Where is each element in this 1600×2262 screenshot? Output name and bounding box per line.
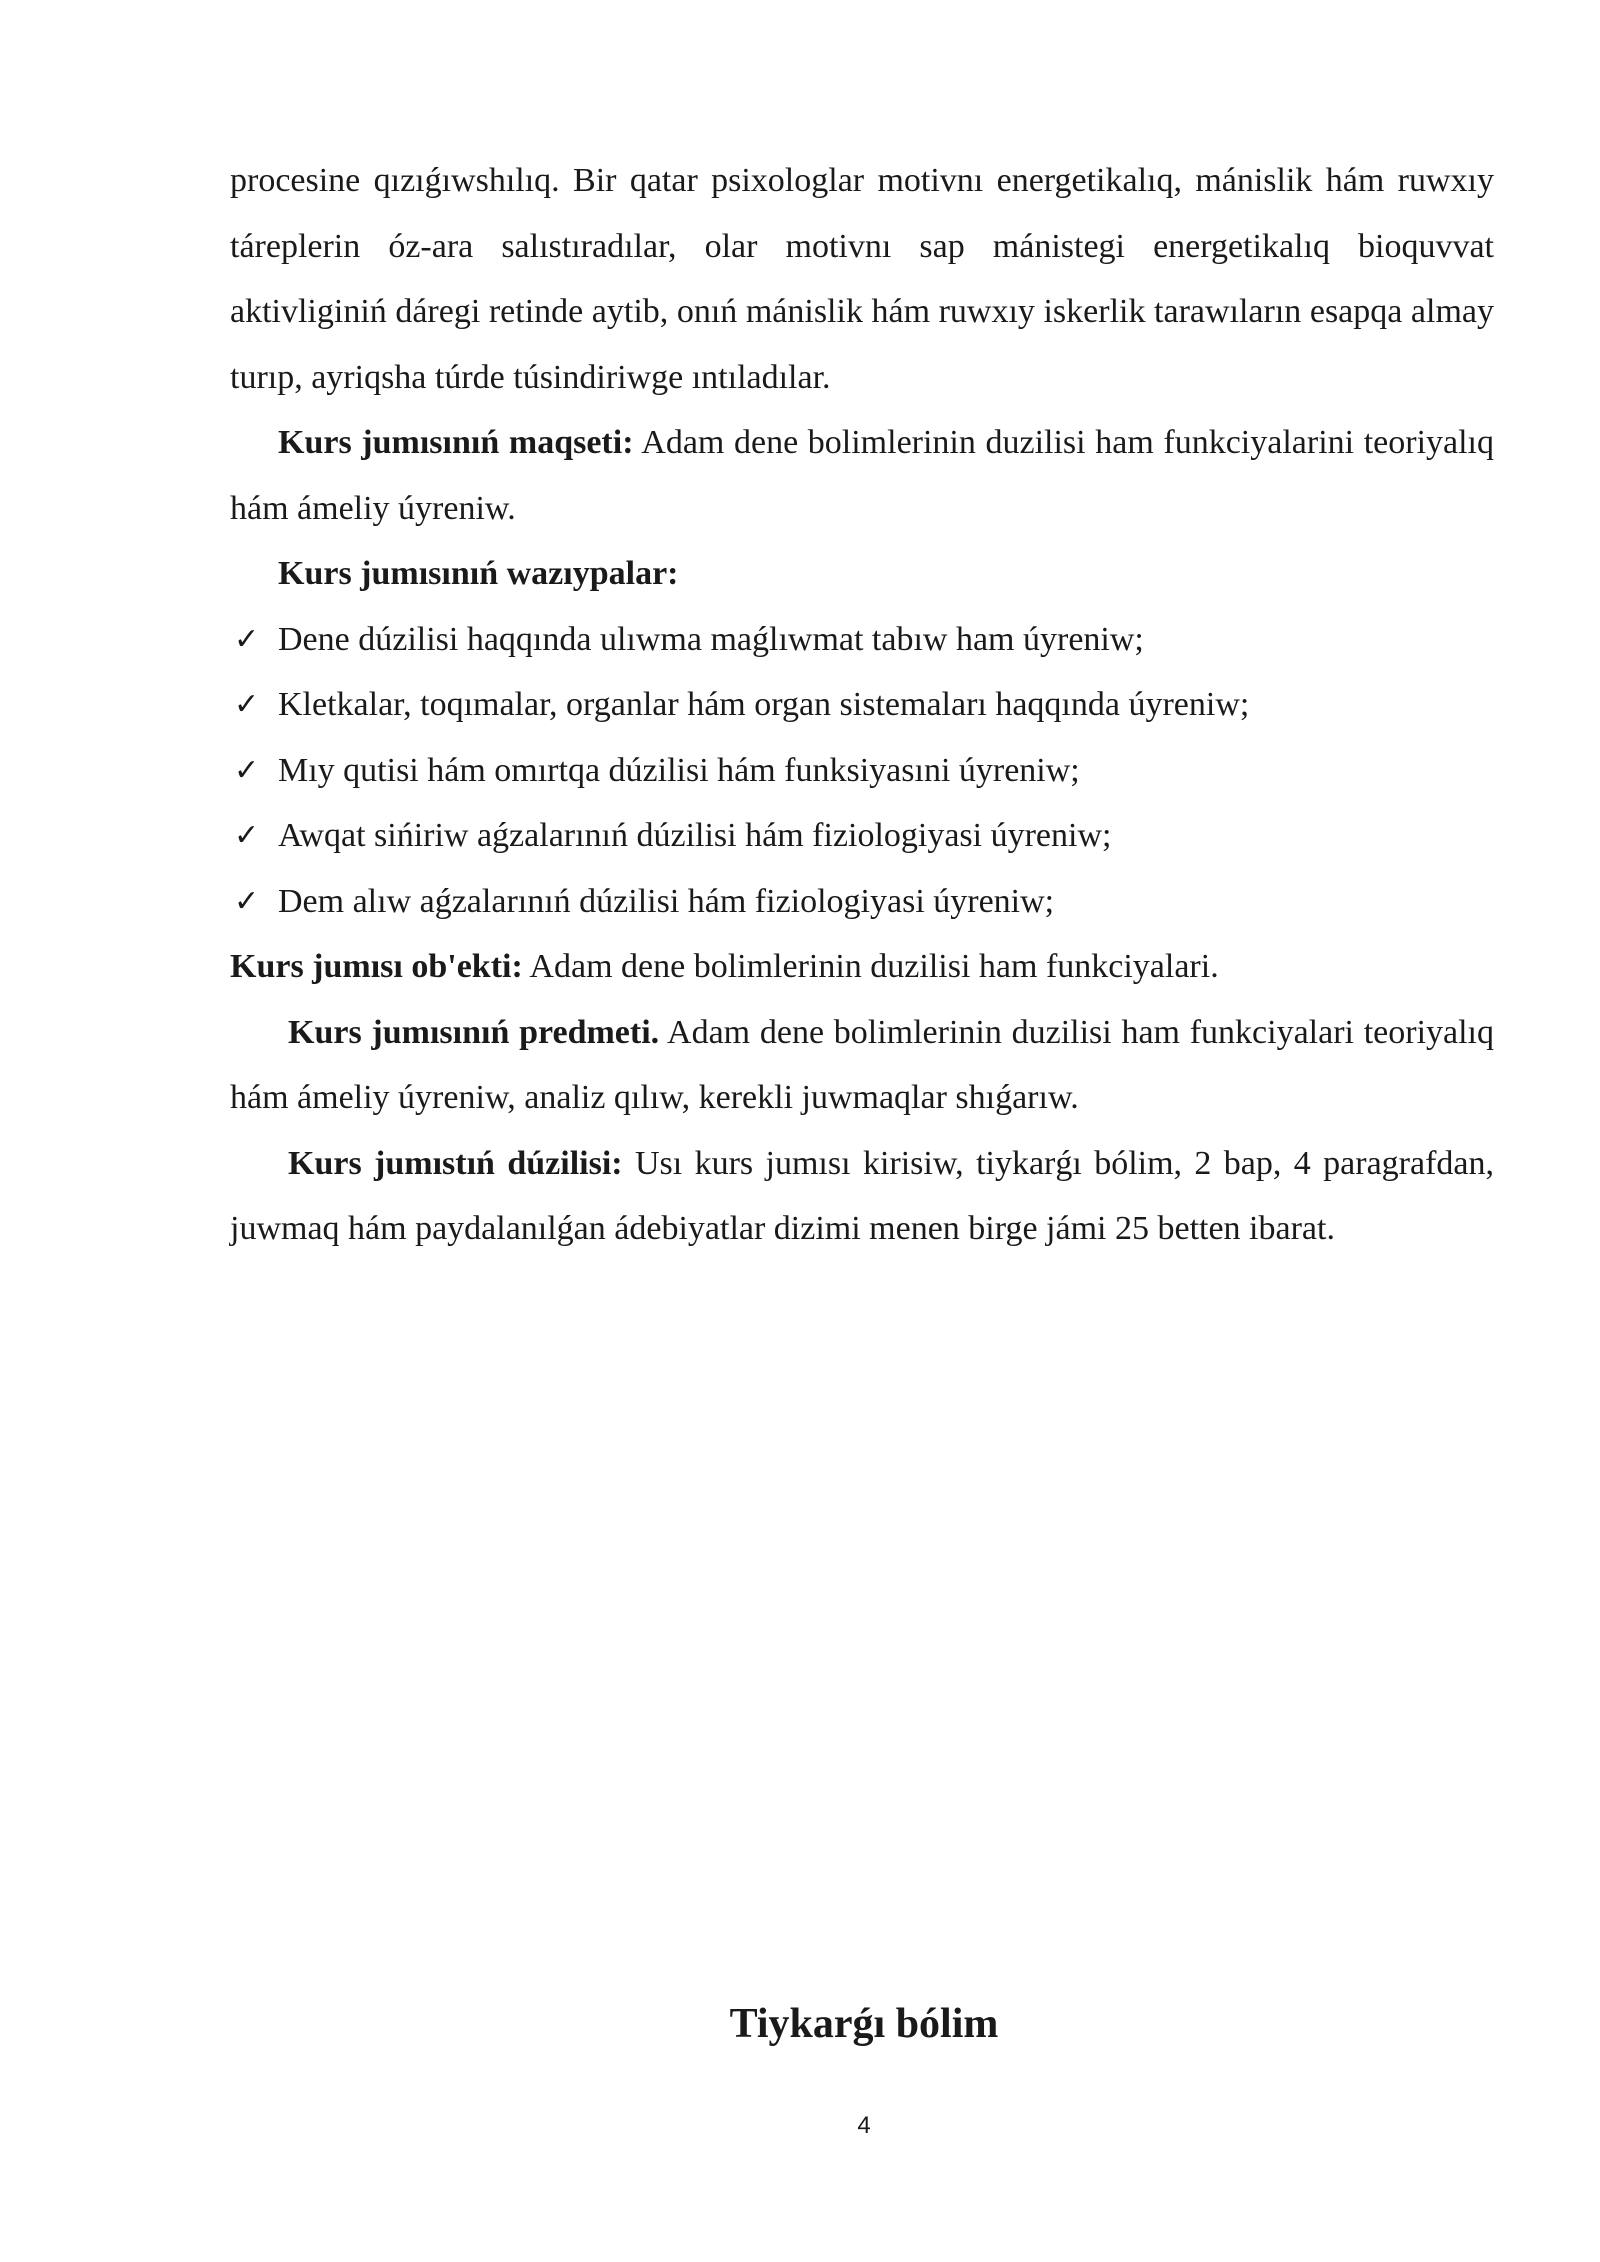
tasks-heading: Kurs jumısınıń wazıypalar: <box>278 555 679 592</box>
structure-label: Kurs jumıstıń dúzilisi: <box>288 1144 623 1182</box>
task-item <box>230 672 1494 738</box>
tasks-list <box>230 607 1494 935</box>
task-text: Kletkalar, toqımalar, organlar hám organ sistemaları haqqında úyreniw; <box>278 686 1250 723</box>
object-label: Kurs jumısı ob'ekti: <box>230 948 523 985</box>
checkmark-icon: ✓ <box>234 621 260 657</box>
subject-text: Adam dene bolimlerinin duzilisi ham funkciyalari teoriyalıq hám ámeliy úyreniw, analiz qılıw, kerekli juwmaqlar shıǵarıw. <box>230 1013 1495 1116</box>
task-text: Dem alıw aǵzalarınıń dúzilisi hám fiziologiyasi úyreniw; <box>278 882 1055 920</box>
task-item <box>230 607 1494 673</box>
subject-label: Kurs jumısınıń predmeti. <box>288 1013 660 1051</box>
task-item <box>230 869 1494 935</box>
checkmark-icon: ✓ <box>234 687 260 722</box>
document-body <box>230 148 1494 1262</box>
page-number: 4 <box>857 2112 871 2139</box>
goal-text: Adam dene bolimlerinin duzilisi ham funkciyalarini teoriyalıq hám ámeliy úyreniw. <box>230 424 1495 527</box>
object-paragraph <box>230 934 1494 1000</box>
object-text: Adam dene bolimlerinin duzilisi ham funkciyalari. <box>522 948 1219 985</box>
subject-paragraph <box>230 1000 1494 1131</box>
checkmark-icon: ✓ <box>234 883 260 919</box>
structure-paragraph <box>230 1131 1494 1262</box>
task-text: Awqat sińiriw aǵzalarınıń dúzilisi hám fiziologiyasi úyreniw; <box>278 817 1112 854</box>
task-item <box>230 738 1494 804</box>
intro-paragraph: procesine qızıǵıwshılıq. Bir qatar psixologlar motivnı energetikalıq, mánislik hám ruwxıy táreplerin óz-ara salıstıradılar, olar motivnı sap mánistegi energetikalıq bioquvvat aktivliginiń dáregi retinde aytib, onıń mánislik hám ruwxıy iskerlik tarawıların esapqa almay turıp, ayriqsha túrde túsindiriwge ıntıladılar. <box>230 162 1494 396</box>
task-item <box>230 803 1494 869</box>
section-heading: Tiykarǵı bólim <box>729 2001 999 2047</box>
task-text: Dene dúzilisi haqqında ulıwma maǵlıwmat tabıw ham úyreniw; <box>278 620 1144 658</box>
checkmark-icon: ✓ <box>234 818 260 853</box>
goal-label: Kurs jumısınıń maqseti: <box>278 424 634 461</box>
structure-text: Usı kurs jumısı kirisiw, tiykarǵı bólim, 2 bap, 4 paragrafdan, juwmaq hám paydalanılǵan ádebiyatlar dizimi menen birge jámi 25 betten ibarat. <box>230 1144 1494 1247</box>
task-text: Mıy qutisi hám omırtqa dúzilisi hám funksiyasıni úyreniw; <box>278 751 1080 789</box>
goal-paragraph <box>230 410 1494 541</box>
checkmark-icon: ✓ <box>234 752 260 788</box>
